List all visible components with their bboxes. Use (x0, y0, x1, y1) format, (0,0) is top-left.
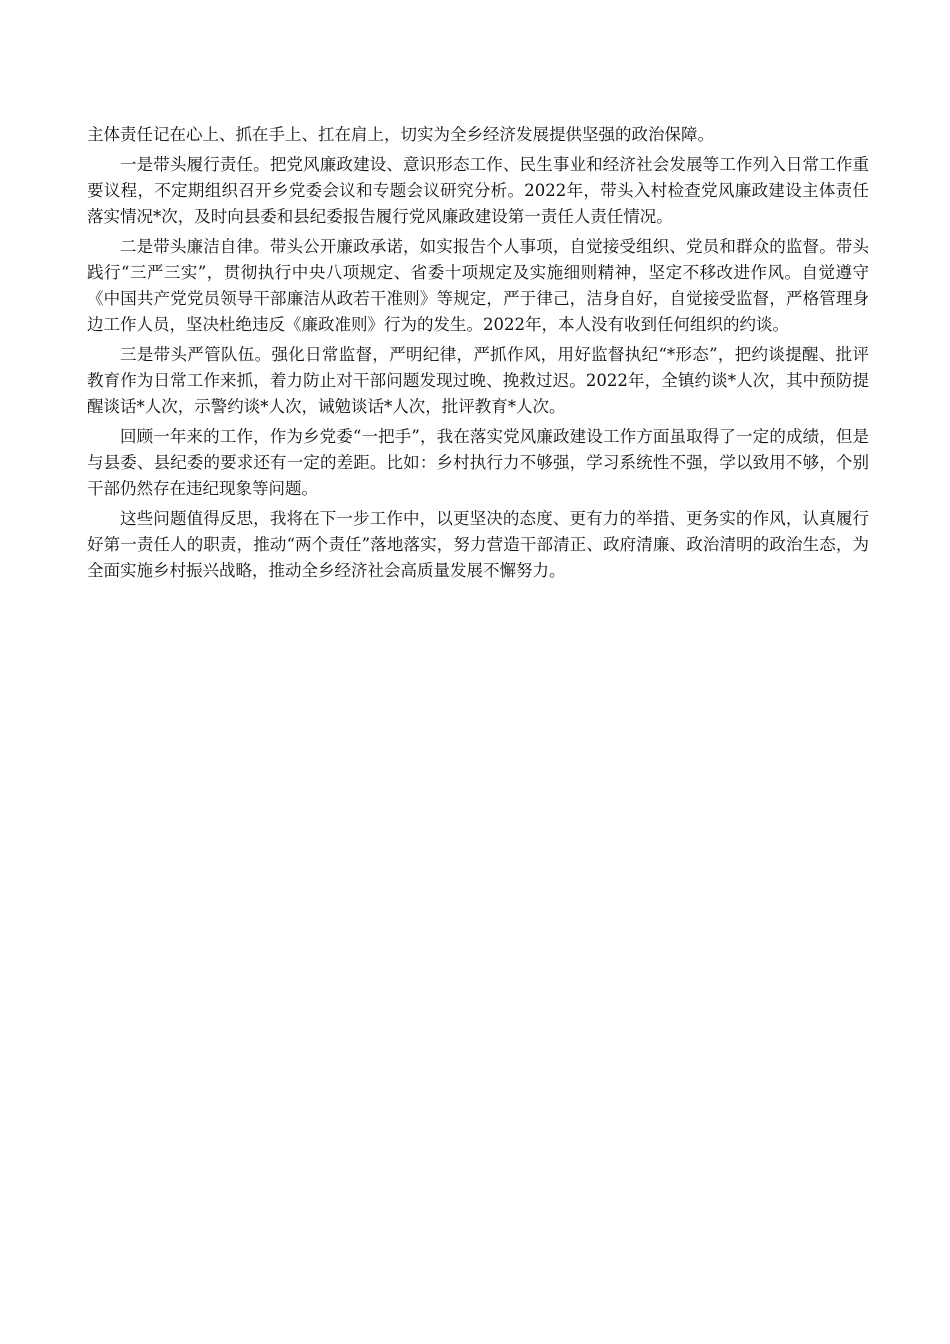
paragraph-self-discipline: 二是带头廉洁自律。带头公开廉政承诺，如实报告个人事项，自觉接受组织、党员和群众的监督。带头践行“三严三实”，贯彻执行中央八项规定、省委十项规定及实施细则精神，坚定不移改进作风。自觉遵守《中国共产党党员领导干部廉洁从政若干准则》等规定，严于律己，洁身自好，自觉接受监督，严格管理身边工作人员，坚决杜绝违反《廉政准则》行为的发生。2022年，本人没有收到任何组织的约谈。 (87, 237, 869, 334)
paragraph-continuation: 主体责任记在心上、抓在手上、扛在肩上，切实为全乡经济发展提供坚强的政治保障。 (87, 125, 714, 144)
paragraph-team-management: 三是带头严管队伍。强化日常监督，严明纪律，严抓作风，用好监督执纪“*形态”，把约谈提醒、批评教育作为日常工作来抓，着力防止对干部问题发现过晚、挽救过迟。2022年，全镇约谈*人次，其中预防提醒谈话*人次，示警约谈*人次，诫勉谈话*人次，批评教育*人次。 (87, 345, 869, 416)
paragraph-review: 回顾一年来的工作，作为乡党委“一把手”，我在落实党风廉政建设工作方面虽取得了一定的成绩，但是与县委、县纪委的要求还有一定的差距。比如：乡村执行力不够强，学习系统性不强，学以致用不够，个别干部仍然存在违纪现象等问题。 (87, 427, 869, 498)
paragraph-outlook: 这些问题值得反思，我将在下一步工作中，以更坚决的态度、更有力的举措、更务实的作风，认真履行好第一责任人的职责，推动“两个责任”落地落实，努力营造干部清正、政府清廉、政治清明的政治生态，为全面实施乡村振兴战略，推动全乡经济社会高质量发展不懈努力。 (87, 509, 869, 580)
document-body (87, 122, 869, 588)
paragraph-responsibility: 一是带头履行责任。把党风廉政建设、意识形态工作、民生事业和经济社会发展等工作列入日常工作重要议程，不定期组织召开乡党委会议和专题会议研究分析。2022年，带头入村检查党风廉政建设主体责任落实情况*次，及时向县委和县纪委报告履行党风廉政建设第一责任人责任情况。 (87, 155, 869, 226)
